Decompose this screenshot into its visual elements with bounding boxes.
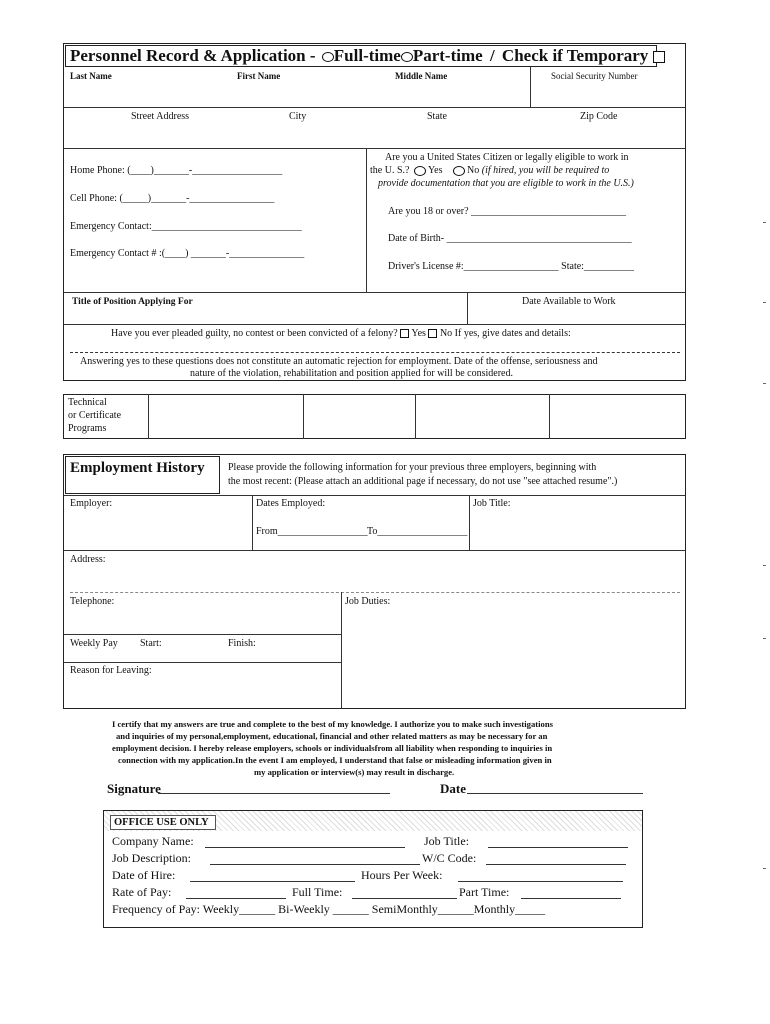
rate-of-pay-line[interactable] [186,898,286,899]
education-years-field[interactable] [417,396,546,437]
home-phone-field[interactable]: Home Phone: (____)_______-__________________ [70,165,283,176]
employment-heading: Employment History [70,460,205,476]
position-title-label: Title of Position Applying For [72,297,193,307]
employment-intro-2: the most recent: (Please attach an additional page if necessary, do not use "see attached resume".) [228,476,618,487]
felony-row [111,328,571,340]
education-school-field[interactable] [150,396,300,437]
office-job-title-label: Job Title: [424,834,470,848]
date-of-hire-line[interactable] [190,881,355,882]
full-time-radio[interactable] [322,52,334,62]
certification-line-1: I certify that my answers are true and complete to the best of my knowledge. I authorize you to make such investigations [112,719,553,729]
ssn-divider [530,67,531,107]
date-of-birth-field[interactable]: Date of Birth- _____________________________________ [388,233,632,244]
job-duties-label: Job Duties: [345,596,391,607]
form-title [70,46,665,66]
start-pay-field[interactable] [140,650,220,660]
employer-field[interactable] [68,512,248,546]
education-label-2: or Certificate [68,410,122,421]
reason-for-leaving-field[interactable] [68,678,338,706]
margin-mark [763,868,766,869]
middle-name-label: Middle Name [395,71,448,81]
contact-divider [366,148,367,293]
citizen-no-label: No [467,165,480,176]
date-label: Date [440,781,466,796]
position-field[interactable] [68,309,463,323]
felony-no-label: No If yes, give dates and details: [439,328,571,339]
address-dashed-line [70,592,680,593]
felony-note-line1: Answering yes to these questions does not constitute an automatic rejection for employment. Date of the offense, seriousness and [80,356,598,367]
citizenship-note: (if hired, you will be required to [481,165,610,176]
employer-address-field[interactable] [68,567,680,589]
education-location-field[interactable] [305,396,412,437]
last-name-label: Last Name [70,71,112,81]
part-time-line[interactable] [521,898,621,899]
telephone-divider [341,592,342,709]
first-name-field[interactable] [235,82,385,104]
margin-mark [763,383,766,384]
employment-intro-1: Please provide the following information for your previous three employers, beginning with [228,462,597,473]
education-col-3 [415,394,416,439]
city-label: City [289,111,307,122]
date-available-field[interactable] [472,309,682,323]
felony-yes-checkbox[interactable] [400,329,409,338]
reason-for-leaving-label: Reason for Leaving: [70,665,152,676]
emergency-contact-field[interactable]: Emergency Contact:______________________________ [70,221,302,232]
full-time-line[interactable] [352,898,457,899]
part-time-radio[interactable] [401,52,413,62]
drivers-license-field[interactable]: Driver's License #:___________________ State:__________ [388,261,634,272]
temporary-checkbox[interactable] [653,51,665,63]
company-name-label: Company Name: [112,834,194,848]
margin-mark [763,565,766,566]
pay-row-divider [64,662,341,663]
position-row-divider [64,324,685,325]
felony-yes-label: Yes [411,328,426,339]
employer-divider [252,495,253,550]
certification-line-4: connection with my application.In the event I am employed, I understand that false or misleading information given in [118,755,552,765]
wc-code-line[interactable] [486,864,626,865]
title-separator: / [489,46,495,65]
telephone-label: Telephone: [70,596,115,607]
signature-label: Signature [107,781,161,796]
ssn-label: Social Security Number [551,71,638,81]
education-label-3: Programs [68,423,107,434]
margin-mark [763,302,766,303]
from-field[interactable]: From__________________ [256,526,368,537]
finish-label: Finish: [228,638,256,649]
job-title-field[interactable] [473,512,681,546]
felony-details-line[interactable] [70,352,680,353]
employer-label: Employer: [70,498,113,509]
company-name-line[interactable] [205,847,405,848]
last-name-field[interactable] [68,82,228,104]
emergency-number-field[interactable]: Emergency Contact # :(____) _______-_______________ [70,248,305,259]
job-description-line[interactable] [210,864,420,865]
address-label: Address: [70,554,106,565]
full-time-label: Full-time [333,46,401,65]
dates-employed-label: Dates Employed: [256,498,326,509]
job-duties-field[interactable] [345,609,681,705]
address-row-divider [64,148,685,149]
first-name-label: First Name [237,71,281,81]
street-address-label: Street Address [131,111,190,122]
name-row-divider [64,107,685,108]
frequency-of-pay-row[interactable]: Frequency of Pay: Weekly______ Bi-Weekly ______ SemiMonthly______Monthly_____ [112,902,546,916]
office-job-title-line[interactable] [488,847,628,848]
position-divider [467,292,468,324]
to-field[interactable]: To__________________ [367,526,468,537]
state-label: State [427,111,447,122]
citizen-yes-label: Yes [427,165,443,176]
margin-mark [763,222,766,223]
title-prefix: Personnel Record & Application - [70,46,316,65]
education-degree-field[interactable] [551,396,683,437]
job-title-label: Job Title: [473,498,511,509]
date-available-label: Date Available to Work [522,296,616,307]
telephone-row-divider [64,634,341,635]
hours-per-week-line[interactable] [458,881,623,882]
education-label-1: Technical [68,397,107,408]
hours-per-week-label: Hours Per Week: [361,868,443,882]
age-question[interactable]: Are you 18 or over? _______________________________ [388,206,627,217]
certification-line-3: employment decision. I hereby release employers, schools or individualsfrom all liability when responding to inquiries in [112,743,553,753]
finish-pay-field[interactable] [228,650,328,660]
address-field[interactable] [68,124,683,146]
felony-no-checkbox[interactable] [428,329,437,338]
check-temporary-label: Check if Temporary [501,46,649,65]
part-time-label: Part-time [412,46,483,65]
margin-mark [763,638,766,639]
office-use-heading: OFFICE USE ONLY [114,817,209,828]
rate-of-pay-label: Rate of Pay: [112,885,172,899]
cell-phone-field[interactable]: Cell Phone: (_____)_______-_________________ [70,193,275,204]
wc-code-label: W/C Code: [422,851,477,865]
felony-note-line2: nature of the violation, rehabilitation and position applied for will be considered. [190,368,513,379]
date-line[interactable] [467,793,643,794]
contact-row-divider [64,292,685,293]
citizen-no-radio[interactable] [453,166,465,176]
citizenship-question: Are you a United States Citizen or legally eligible to work in [385,152,629,163]
education-col-2 [303,394,304,439]
felony-question: Have you ever pleaded guilty, no contest or been convicted of a felony? [111,328,398,339]
certification-line-5: my application or interview(s) may result in discharge. [254,767,455,777]
zip-code-label: Zip Code [580,111,618,122]
employer-row-divider [64,550,685,551]
part-time-label: Part Time: [459,885,510,899]
weekly-pay-label: Weekly Pay [70,638,118,649]
education-col-1 [148,394,149,439]
signature-line[interactable] [158,793,390,794]
certification-line-2: and inquiries of my personal,employment, educational, financial and other related matters as may be necessary for an [116,731,548,741]
employment-head-divider [64,495,685,496]
date-of-hire-label: Date of Hire: [112,868,176,882]
middle-name-field[interactable] [393,82,523,104]
start-label: Start: [140,638,162,649]
job-description-label: Job Description: [112,851,191,865]
ssn-field[interactable] [535,82,680,104]
telephone-field[interactable] [68,609,338,631]
citizenship-question-cont: the U. S.? [370,165,410,176]
job-title-divider [469,495,470,550]
citizenship-answer-row [370,165,609,177]
citizen-yes-radio[interactable] [414,166,426,176]
citizenship-note-cont: provide documentation that you are eligible to work in the U.S.) [378,178,634,189]
education-col-4 [549,394,550,439]
full-time-label: Full Time: [292,885,343,899]
